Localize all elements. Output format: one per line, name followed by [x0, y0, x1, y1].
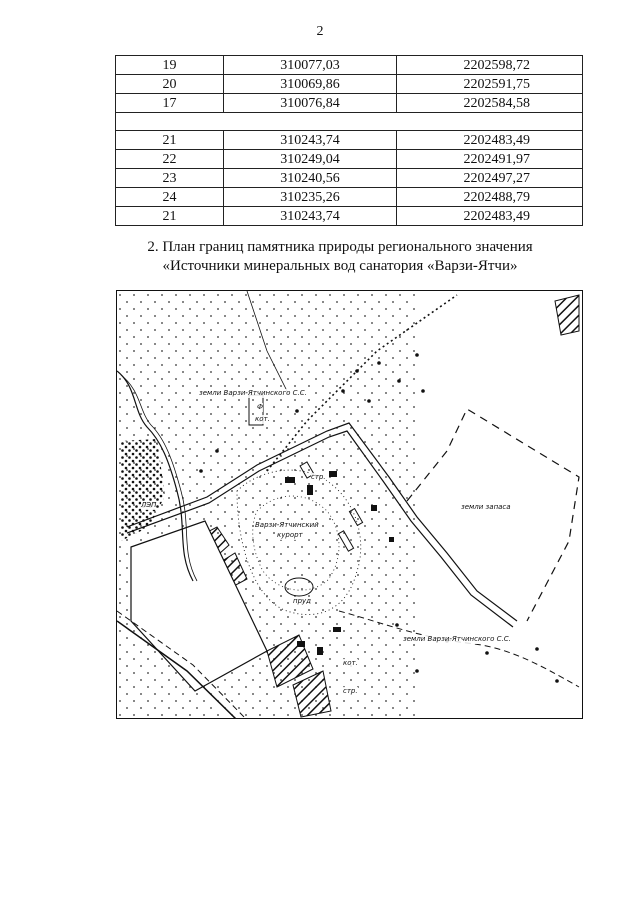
label-resort-line-1: Варзи-Ятчинский [255, 521, 319, 529]
table-row [116, 56, 583, 75]
point-number: 24 [116, 188, 224, 207]
building [389, 537, 394, 542]
spacer-cell [116, 113, 583, 131]
table-row [116, 150, 583, 169]
section-heading [80, 238, 600, 276]
point-number: 17 [116, 94, 224, 113]
building [333, 627, 341, 632]
coordinate-y: 2202483,49 [397, 131, 583, 150]
label-kot-2: кот. [343, 659, 358, 667]
point-number: 23 [116, 169, 224, 188]
table-row [116, 75, 583, 94]
heading-line-1: 2. План границ памятника природы регионального значения [147, 239, 533, 255]
boundary-map [116, 290, 583, 719]
label-resort-line-2: курорт [277, 531, 303, 539]
label-str-2: стр. [343, 687, 358, 695]
coordinate-x: 310077,03 [224, 56, 397, 75]
reserve-boundary [407, 409, 579, 621]
point-number: 20 [116, 75, 224, 94]
coordinate-x: 310235,26 [224, 188, 397, 207]
map-drawing [117, 291, 583, 719]
table-row [116, 94, 583, 113]
building [285, 477, 295, 483]
coordinate-y: 2202497,27 [397, 169, 583, 188]
building [317, 647, 323, 655]
table-row [116, 188, 583, 207]
heading-line-2: «Источники минеральных вод санатория «Варзи-Ятчи» [162, 258, 518, 274]
page-number: 2 [316, 24, 324, 39]
point-number: 19 [116, 56, 224, 75]
coordinate-y: 2202584,58 [397, 94, 583, 113]
point-number: 21 [116, 207, 224, 226]
coordinate-y: 2202491,97 [397, 150, 583, 169]
table-row [116, 131, 583, 150]
label-lands-bottom: земли Варзи-Ятчинского С.С. [403, 635, 511, 643]
coordinate-x: 310243,74 [224, 131, 397, 150]
label-aqua: Ф [257, 403, 264, 411]
label-lands-top: земли Варзи-Ятчинского С.С. [199, 389, 307, 397]
point-number: 21 [116, 131, 224, 150]
table-spacer-row [116, 113, 583, 131]
label-str: стр. [311, 473, 326, 481]
building [297, 641, 305, 647]
label-road-small: ЛЭП [141, 501, 157, 509]
table-row [116, 169, 583, 188]
building [307, 485, 313, 495]
point-number: 22 [116, 150, 224, 169]
coordinate-x: 310076,84 [224, 94, 397, 113]
table-row [116, 207, 583, 226]
label-pond: пруд [293, 597, 312, 605]
coordinate-x: 310243,74 [224, 207, 397, 226]
label-kot: кот. [255, 415, 270, 423]
building [371, 505, 377, 511]
coordinates-table [115, 55, 583, 226]
coordinate-x: 310240,56 [224, 169, 397, 188]
building [329, 471, 337, 477]
hatched-block [555, 295, 579, 335]
coordinate-x: 310069,86 [224, 75, 397, 94]
coordinate-y: 2202598,72 [397, 56, 583, 75]
coordinate-x: 310249,04 [224, 150, 397, 169]
coordinate-y: 2202591,75 [397, 75, 583, 94]
label-lands-reserve: земли запаса [461, 503, 511, 511]
coordinate-y: 2202488,79 [397, 188, 583, 207]
coordinate-y: 2202483,49 [397, 207, 583, 226]
